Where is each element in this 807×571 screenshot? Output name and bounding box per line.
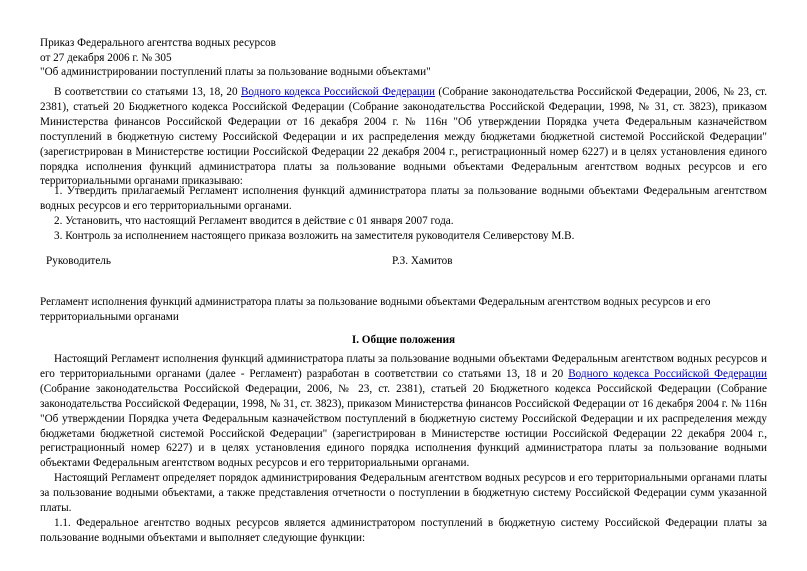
body-p1-text-end: (Собрание законодательства Российской Федерации, 2006, № 23, ст. 2381), статьей 20 Бюджетного кодекса Российской Федерации (Собрание законодательства Российской Федерации, 1998, № 31, ст. 3823), приказом Министерства финансов Российской Федерации от 16 декабря 2004 г. № 116н "Об утверждении Порядка учета Федеральным казначейством поступлений в бюджетную систему Российской Федерации и их распределения между бюджетами бюджетной системой Российской Федерации" (зарегистрирован в Министерстве юстиции Российской Федерации 22 декабря 2004 г., регистрационный номер 6227) и в целях установления единого порядка исполнения функций администратора платы за пользование водными объектами Федеральным агентством водных ресурсов и его территориальными органами. — [40, 382, 767, 470]
order-items — [40, 184, 767, 244]
header-line-3: "Об администрировании поступлений платы за пользование водными объектами" — [40, 66, 431, 78]
preamble-paragraph — [40, 85, 767, 189]
order-item-2: 2. Установить, что настоящий Регламент вводится в действие с 01 января 2007 года. — [54, 214, 454, 227]
signature-position: Руководитель — [46, 255, 111, 267]
order-item-3: 3. Контроль за исполнением настоящего приказа возложить на заместителя руководителя Селиверстову М.В. — [54, 229, 575, 242]
preamble-text-end: (Собрание законодательства Российской Федерации, 2006, № 23, ст. 2381), статьей 20 Бюджетного кодекса Российской Федерации (Собрание законодательства Российской Федерации, 1998, № 31, ст. 3823), приказом Министерства финансов Российской Федерации от 16 декабря 2004 г. № 116н "Об утверждении Порядка учета Федеральным казначейством поступлений в бюджетную систему Российской Федерации и их распределения между бюджетами бюджетной системой Российской Федерации" (зарегистрирован в Министерстве юстиции Российской Федерации 22 декабря 2004 г., регистрационный номер 6227) и в целях установления единого порядка исполнения функций администратора платы за пользование водными объектами Федеральным агентством водных ресурсов и его территориальными органами приказываю: — [40, 86, 768, 188]
order-item-1: 1. Утвердить прилагаемый Регламент исполнения функций администратора платы за пользование водными объектами Федеральным агентством водных ресурсов и его территориальными органами. — [40, 185, 767, 212]
body-paragraph-2: Настоящий Регламент определяет порядок администрирования Федеральным агентством водных ресурсов и его территориальными органами платы за пользование водными объектами, а также представления отчетности о поступлении в бюджетную систему Российской Федерации сумм указанной платы. — [40, 472, 767, 515]
regulation-body — [40, 352, 767, 546]
body-paragraph-3: 1.1. Федеральное агентство водных ресурсов является администратором поступлений в бюджетную систему Российской Федерации платы за пользование водными объектами и выполняет следующие функции: — [40, 516, 767, 544]
header-line-2: от 27 декабря 2006 г. № 305 — [40, 51, 172, 64]
signature-name: Р.З. Хамитов — [392, 255, 453, 267]
preamble-text-start: В соответствии со статьями 13, 18, 20 — [54, 86, 241, 98]
section-heading: I. Общие положения — [351, 334, 456, 346]
water-code-link[interactable]: Водного кодекса Российской Федерации — [240, 86, 436, 98]
header-line-1: Приказ Федерального агентства водных ресурсов — [40, 37, 276, 49]
body-p1-text-start: Настоящий Регламент исполнения функций администратора платы за пользование водными объектами Федеральным агентством водных ресурсов и его территориальными органами (далее - Регламент) разработан в соответствии со статьями 13, 18 и 20 — [40, 353, 767, 380]
document-header — [40, 36, 431, 80]
body-paragraph-1 — [40, 352, 767, 471]
regulation-title: Регламент исполнения функций администратора платы за пользование водными объектами Федеральным агентством водных ресурсов и его территориальными органами — [40, 296, 711, 323]
water-code-link-2[interactable]: Водного кодекса Российской Федерации — [568, 367, 767, 380]
